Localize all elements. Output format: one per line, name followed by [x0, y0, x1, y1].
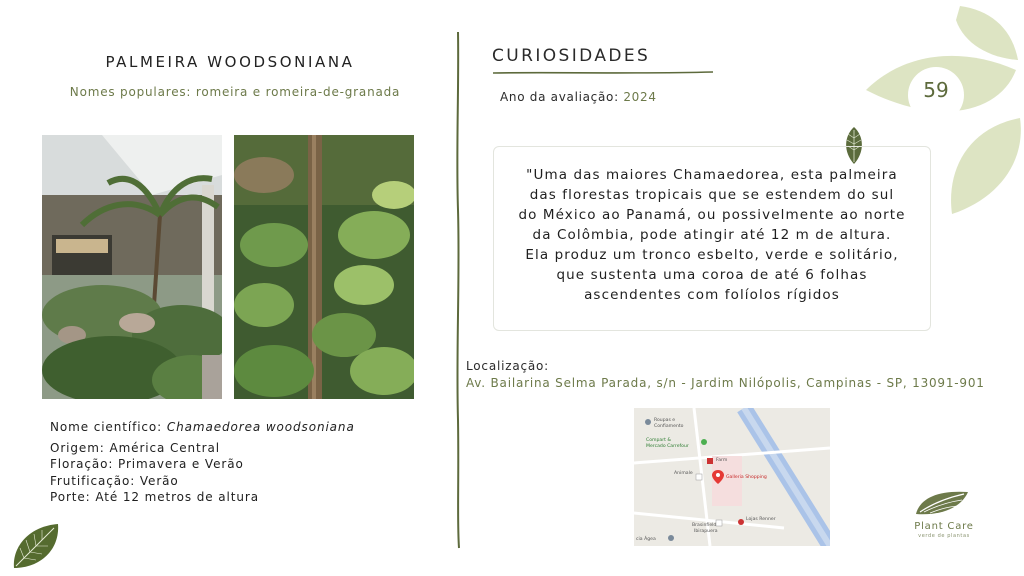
fruiting: Frutificação: Verão	[50, 473, 179, 488]
map-label: Animale	[674, 471, 693, 476]
quote-line: ascendentes com folíolos rígidos	[584, 287, 840, 303]
map-label: Brasinfield	[692, 523, 717, 528]
heading-underline	[492, 70, 714, 76]
popular-names: Nomes populares: romeira e romeira-de-granada	[69, 85, 401, 99]
map-label: Roupas e	[654, 418, 676, 423]
brand-name: Plant Care	[914, 521, 974, 532]
quote-line: das florestas tropicais que se estendem do sul	[529, 187, 895, 203]
vertical-divider	[450, 30, 466, 550]
map-label: Ibirapuera	[694, 529, 718, 534]
location-label: Localização:	[466, 359, 550, 373]
quote-line: "Uma das maiores Chamaedorea, esta palmeira	[526, 167, 898, 183]
map-label: Compart &	[646, 438, 671, 443]
quote-line: Ela produz um tronco esbelto, verde e solitário,	[525, 247, 899, 263]
map-label: cia Ágea	[636, 537, 656, 542]
location-map[interactable]	[634, 408, 830, 546]
location-address: Av. Bailarina Selma Parada, s/n - Jardim Nilópolis, Campinas - SP, 13091-901	[466, 376, 985, 390]
scientific-name: Chamaedorea woodsoniana	[166, 420, 355, 434]
plant-title: PALMEIRA WOODSONIANA	[105, 53, 355, 71]
plant-photo-2	[234, 135, 414, 399]
map-label: Lojas Renner	[746, 517, 776, 522]
quote-line: da Colômbia, pode atingir até 12 m de altura.	[532, 227, 892, 243]
quote-line: do México ao Panamá, ou possivelmente ao norte	[518, 207, 906, 223]
plant-facts	[50, 419, 355, 506]
scientific-name-line	[50, 419, 355, 436]
map-label: Galleria Shopping	[726, 475, 767, 480]
origin: Origem: América Central	[50, 440, 220, 455]
quote-line: que sustenta uma coroa de até 6 folhas	[556, 267, 868, 283]
size: Porte: Até 12 metros de altura	[50, 490, 259, 505]
page-number: 59	[923, 78, 949, 102]
map-label: Mercado Carrefour	[646, 444, 689, 449]
evaluation-year	[500, 90, 657, 104]
map-label: Farm	[716, 458, 728, 463]
brand-logo-icon	[914, 488, 970, 518]
year-label: Ano da avaliação:	[500, 90, 624, 104]
brand-tagline: verde de plantas	[918, 533, 970, 539]
scientific-label: Nome científico:	[50, 420, 167, 434]
plant-photo-1	[42, 135, 222, 399]
curiosity-quote	[505, 165, 919, 305]
leaf-decoration-bottom-left	[10, 522, 62, 572]
map-label: Confiamento	[654, 424, 684, 429]
flowering: Floração: Primavera e Verão	[50, 457, 244, 472]
curiosities-heading: CURIOSIDADES	[492, 46, 651, 66]
year-value: 2024	[623, 90, 657, 104]
